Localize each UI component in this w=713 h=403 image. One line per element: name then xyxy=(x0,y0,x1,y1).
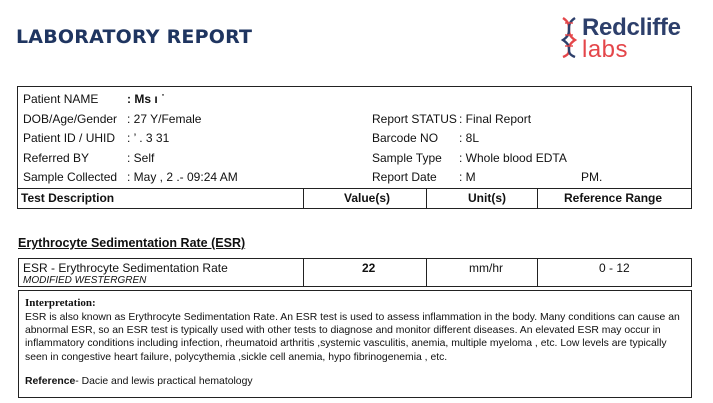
row-divider xyxy=(303,258,304,287)
reference-line xyxy=(25,376,685,387)
logo-text-redcliffe: Redcliffe xyxy=(582,14,681,41)
barcode-value: : 8L xyxy=(459,131,480,145)
report-title: LABORATORY REPORT xyxy=(16,26,253,48)
redcliffe-logo xyxy=(560,14,700,63)
dob-label: DOB/Age/Gender xyxy=(23,112,118,126)
patient-name-value: : Ms ı ˙ xyxy=(127,92,165,106)
header-test-description: Test Description xyxy=(21,191,115,205)
result-reference-range: 0 - 12 xyxy=(599,261,630,275)
dna-helix-icon xyxy=(560,16,578,58)
reference-text: - Dacie and lewis practical hematology xyxy=(75,375,253,387)
dob-value: : 27 Y/Female xyxy=(127,112,202,126)
logo-text-labs: labs xyxy=(582,36,629,63)
report-date-value: : M xyxy=(459,170,476,184)
barcode-label: Barcode NO xyxy=(372,131,439,145)
referred-by-label: Referred BY xyxy=(23,151,90,165)
table-header-row xyxy=(17,188,692,209)
reference-label: Reference xyxy=(25,375,76,387)
result-value: 22 xyxy=(362,261,376,275)
referred-by-value: : Self xyxy=(127,151,155,165)
test-name: ESR - Erythrocyte Sedimentation Rate xyxy=(23,261,228,275)
report-date-label: Report Date xyxy=(372,170,437,184)
section-title: Erythrocyte Sedimentation Rate (ESR) xyxy=(18,236,246,250)
patient-name-label: Patient NAME xyxy=(23,92,99,106)
header-divider xyxy=(303,188,304,209)
sample-type-label: Sample Type xyxy=(372,151,442,165)
header-divider xyxy=(537,188,538,209)
header-reference-range: Reference Range xyxy=(564,191,663,205)
result-unit: mm/hr xyxy=(469,261,503,275)
table-row xyxy=(18,258,692,287)
report-status-value: : Final Report xyxy=(459,112,532,126)
interpretation-heading: Interpretation: xyxy=(25,297,96,309)
header-divider xyxy=(426,188,427,209)
patient-id-label: Patient ID / UHID xyxy=(23,131,116,145)
sample-collected-value: : May , 2 .- 09:24 AM xyxy=(127,170,238,184)
row-divider xyxy=(537,258,538,287)
header-values: Value(s) xyxy=(344,191,391,205)
interpretation-box xyxy=(18,290,692,398)
sample-type-value: : Whole blood EDTA xyxy=(459,151,567,165)
patient-id-value: : ’ . 3 31 xyxy=(127,131,170,145)
row-divider xyxy=(426,258,427,287)
header-units: Unit(s) xyxy=(468,191,506,205)
sample-collected-label: Sample Collected xyxy=(23,170,118,184)
report-date-suffix: PM. xyxy=(581,170,603,184)
report-status-label: Report STATUS xyxy=(372,112,457,126)
test-method: MODIFIED WESTERGREN xyxy=(23,275,147,286)
interpretation-text: ESR is also known as Erythrocyte Sedimentation Rate. An ESR test is used to assess inflammation in the body. Many conditions can cause an abnormal ESR, so an ESR test is typically used with other tests to diagnose and monitor different diseases. An elevated ESR may occur in inflammatory conditions including infection, rheumatoid arthritis ,systemic vasculitis, anemia, multiple myeloma , etc. Low levels are typically seen in congestive heart failure, polycythemia ,sickle cell anemia, hypo fibrinogenemia , etc. xyxy=(25,312,680,363)
